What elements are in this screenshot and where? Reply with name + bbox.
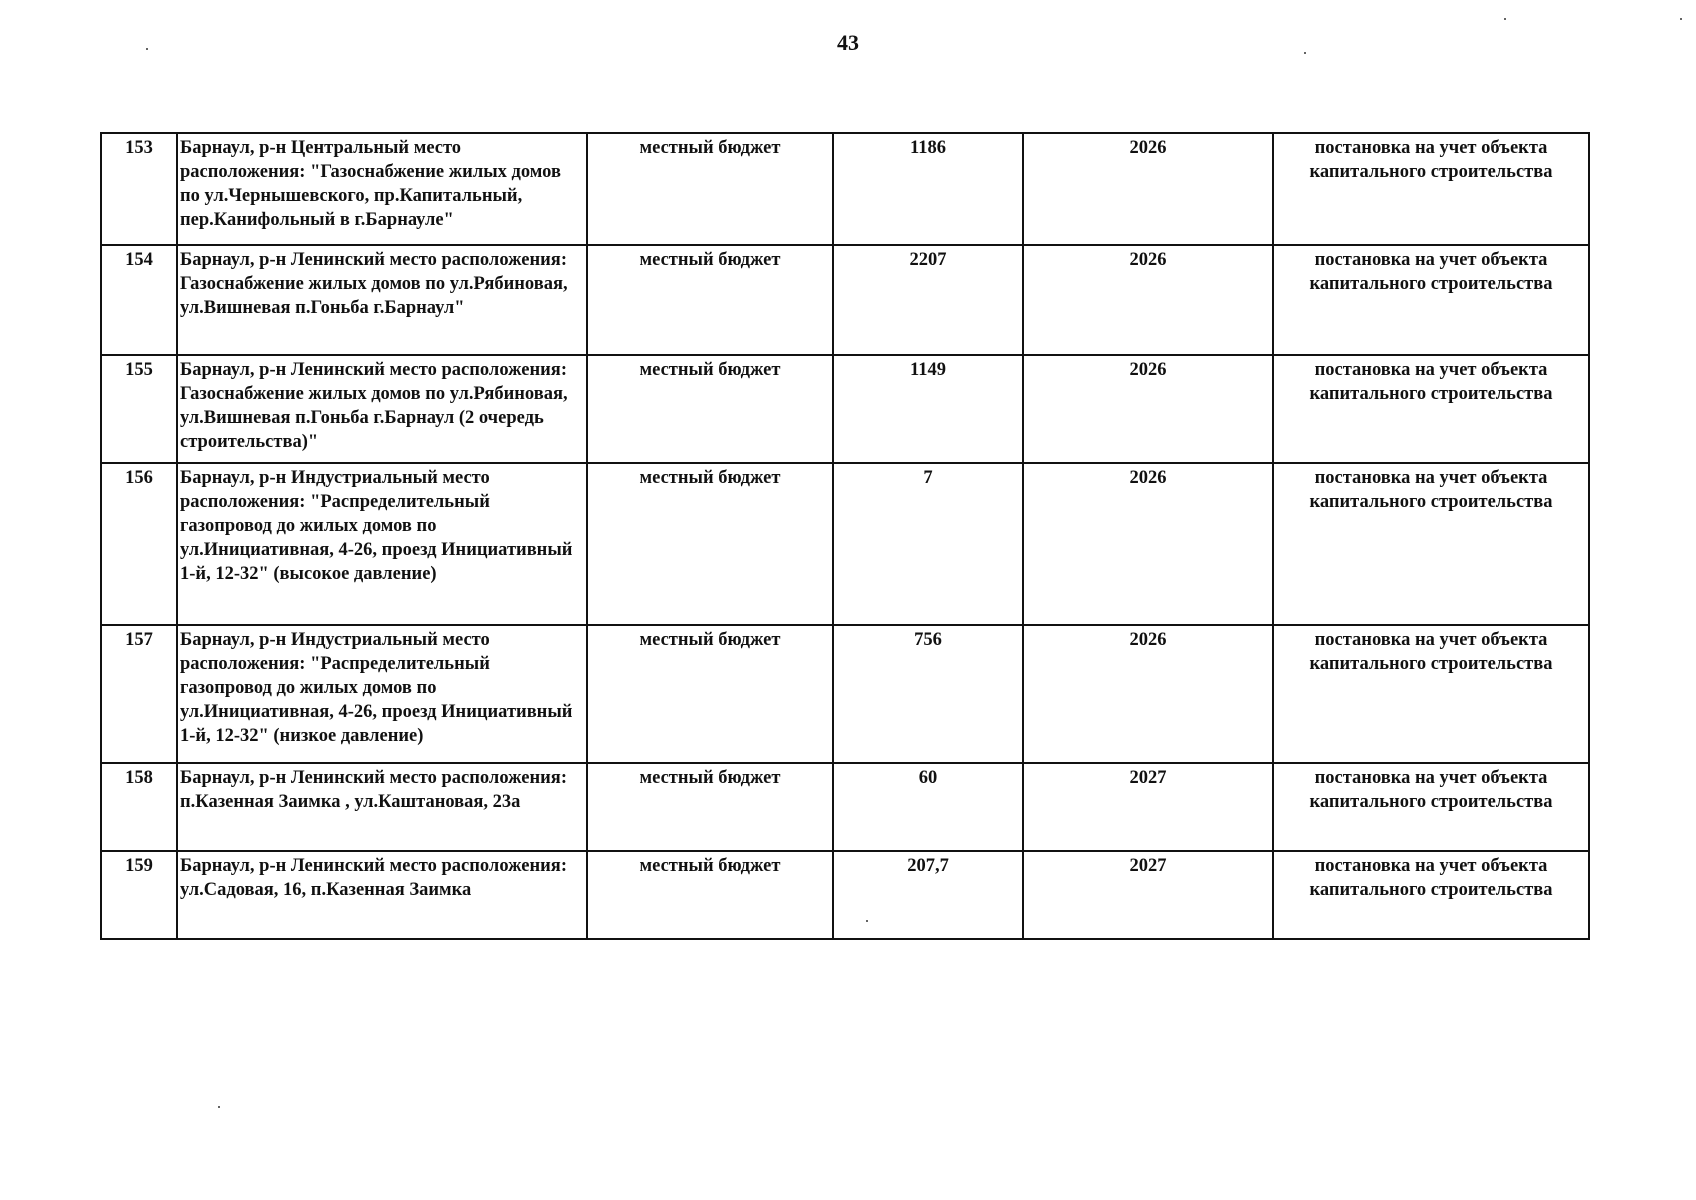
table-body [101,133,1589,939]
row-number: 159 [101,851,177,939]
value-cell: 1149 [833,355,1023,463]
table-row [101,763,1589,851]
action-cell: постановка на учет объекта капитального строительства [1273,355,1589,463]
year-cell: 2027 [1023,763,1273,851]
value-cell: 207,7 [833,851,1023,939]
value-cell: 2207 [833,245,1023,355]
action-cell: постановка на учет объекта капитального строительства [1273,851,1589,939]
location-cell: Барнаул, р-н Индустриальный место расположения: "Распределительный газопровод до жилых домов по ул.Инициативная, 4-26, проезд Инициативный 1-й, 12-32" (низкое давление) [177,625,587,763]
action-cell: постановка на учет объекта капитального строительства [1273,463,1589,625]
row-number: 154 [101,245,177,355]
action-cell: постановка на учет объекта капитального строительства [1273,625,1589,763]
table-row [101,355,1589,463]
funding-source-cell: местный бюджет [587,245,833,355]
capital-construction-table [100,132,1590,940]
scan-speck [218,1106,220,1108]
table-row [101,463,1589,625]
year-cell: 2026 [1023,245,1273,355]
scan-speck [1304,52,1306,54]
year-cell: 2026 [1023,355,1273,463]
scan-speck [146,48,148,50]
table-row [101,625,1589,763]
row-number: 157 [101,625,177,763]
funding-source-cell: местный бюджет [587,133,833,245]
row-number: 155 [101,355,177,463]
location-cell: Барнаул, р-н Ленинский место расположения: Газоснабжение жилых домов по ул.Рябиновая, ул.Вишневая п.Гоньба г.Барнаул (2 очередь строительства)" [177,355,587,463]
location-cell: Барнаул, р-н Ленинский место расположения: п.Казенная Заимка , ул.Каштановая, 23а [177,763,587,851]
table-row [101,851,1589,939]
row-number: 153 [101,133,177,245]
value-cell: 60 [833,763,1023,851]
funding-source-cell: местный бюджет [587,355,833,463]
scan-speck [866,920,868,922]
row-number: 158 [101,763,177,851]
action-cell: постановка на учет объекта капитального строительства [1273,245,1589,355]
page-number: 43 [837,30,859,55]
location-cell: Барнаул, р-н Ленинский место расположения: Газоснабжение жилых домов по ул.Рябиновая, ул.Вишневая п.Гоньба г.Барнаул" [177,245,587,355]
scan-speck [1680,18,1682,20]
funding-source-cell: местный бюджет [587,851,833,939]
location-cell: Барнаул, р-н Индустриальный место расположения: "Распределительный газопровод до жилых домов по ул.Инициативная, 4-26, проезд Инициативный 1-й, 12-32" (высокое давление) [177,463,587,625]
year-cell: 2026 [1023,463,1273,625]
table-row [101,245,1589,355]
funding-source-cell: местный бюджет [587,463,833,625]
action-cell: постановка на учет объекта капитального строительства [1273,133,1589,245]
value-cell: 7 [833,463,1023,625]
funding-source-cell: местный бюджет [587,625,833,763]
year-cell: 2026 [1023,625,1273,763]
value-cell: 756 [833,625,1023,763]
table-row [101,133,1589,245]
funding-source-cell: местный бюджет [587,763,833,851]
location-cell: Барнаул, р-н Центральный место расположения: "Газоснабжение жилых домов по ул.Чернышевского, пр.Капитальный, пер.Канифольный в г.Барнауле" [177,133,587,245]
action-cell: постановка на учет объекта капитального строительства [1273,763,1589,851]
year-cell: 2027 [1023,851,1273,939]
location-cell: Барнаул, р-н Ленинский место расположения: ул.Садовая, 16, п.Казенная Заимка [177,851,587,939]
scan-speck [1504,18,1506,20]
value-cell: 1186 [833,133,1023,245]
year-cell: 2026 [1023,133,1273,245]
row-number: 156 [101,463,177,625]
